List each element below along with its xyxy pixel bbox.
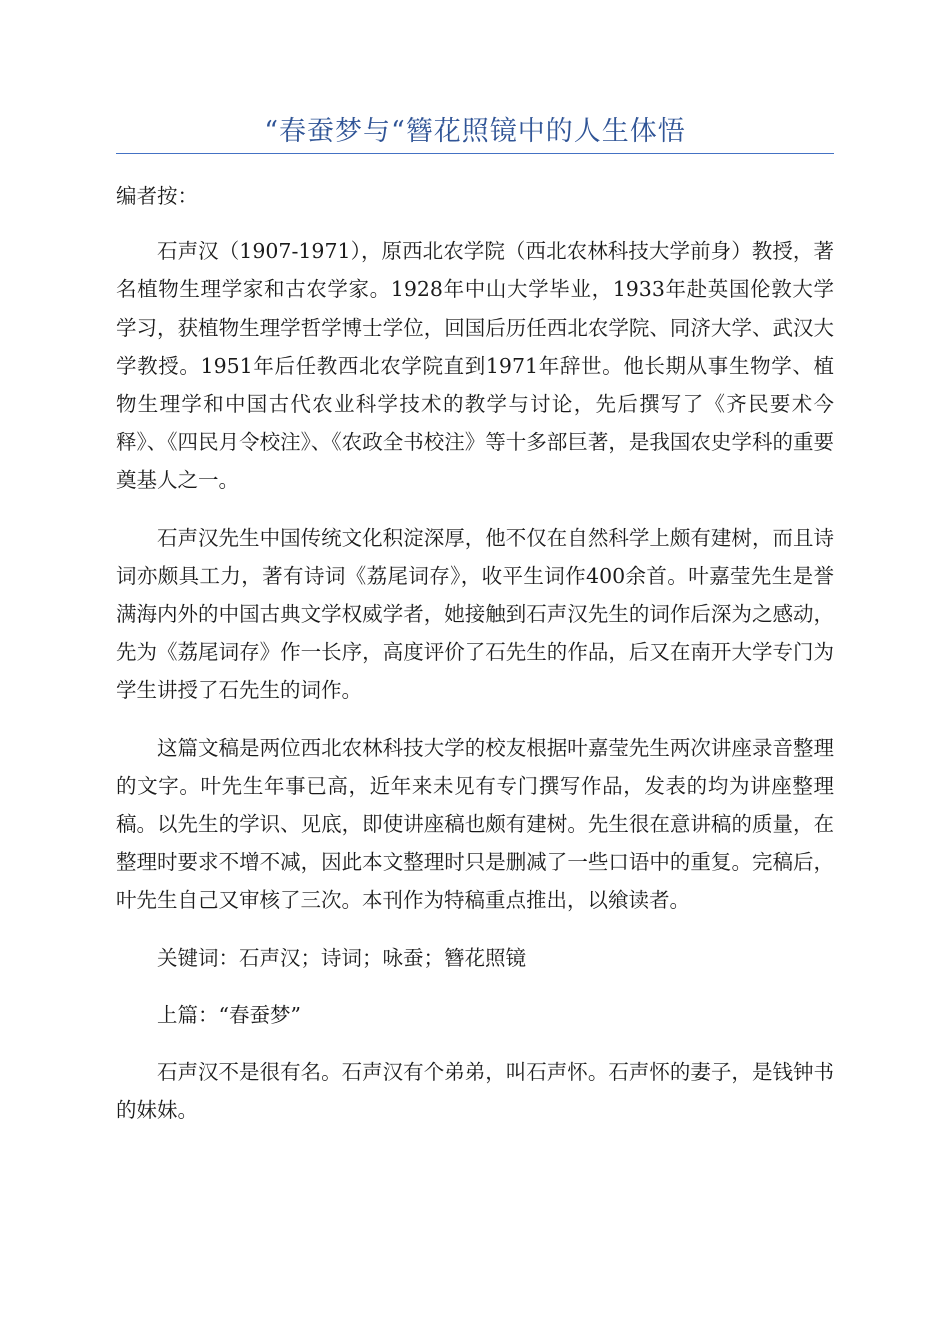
keywords-line: 关键词：石声汉；诗词；咏蚕；簪花照镜 [157, 945, 526, 970]
editor-note-label: 编者按： [116, 184, 198, 208]
paragraph-editorial: 这篇文稿是两位西北农林科技大学的校友根据叶嘉莹先生两次讲座录音整理的文字。叶先生年事已高，近年来未见有专门撰写作品，发表的均为讲座整理稿。以先生的学识、见底，即使讲座稿也颇有建树。先生很在意讲稿的质量，在整理时要求不增不减，因此本文整理时只是删减了一些口语中的重复。完稿后，叶先生自己又审核了三次。本刊作为特稿重点推出，以飨读者。 [116, 735, 834, 913]
section-heading: 上篇：“春蚕梦” [157, 1002, 301, 1027]
title-underline [116, 153, 834, 154]
paragraph-background: 石声汉先生中国传统文化积淀深厚，他不仅在自然科学上颇有建树，而且诗词亦颇具工力，著有诗词《荔尾词存》，收平生词作400余首。叶嘉莹先生是誉满海内外的中国古典文学权威学者，她接触到石声汉先生的词作后深为之感动，先为《荔尾词存》作一长序，高度评价了石先生的作品，后又在南开大学专门为学生讲授了石先生的词作。 [116, 525, 834, 703]
paragraph-intro: 石声汉（1907-1971），原西北农学院（西北农林科技大学前身）教授，著名植物生理学家和古农学家。1928年中山大学毕业，1933年赴英国伦敦大学学习，获植物生理学哲学博士学位，回国后历任西北农学院、同济大学、武汉大学教授。1951年后任教西北农学院直到1971年辞世。他长期从事生物学、植物生理学和中国古代农业科学技术的教学与讨论，先后撰写了《齐民要术今释》、《四民月令校注》、《农政全书校注》等十多部巨著，是我国农史学科的重要奠基人之一。 [116, 239, 834, 493]
paragraph-closing: 石声汉不是很有名。石声汉有个弟弟，叫石声怀。石声怀的妻子，是钱钟书的妹妹。 [116, 1060, 834, 1123]
page-title: “春蚕梦与“簪花照镜中的人生体悟 [264, 116, 686, 147]
document-body [116, 177, 834, 1148]
